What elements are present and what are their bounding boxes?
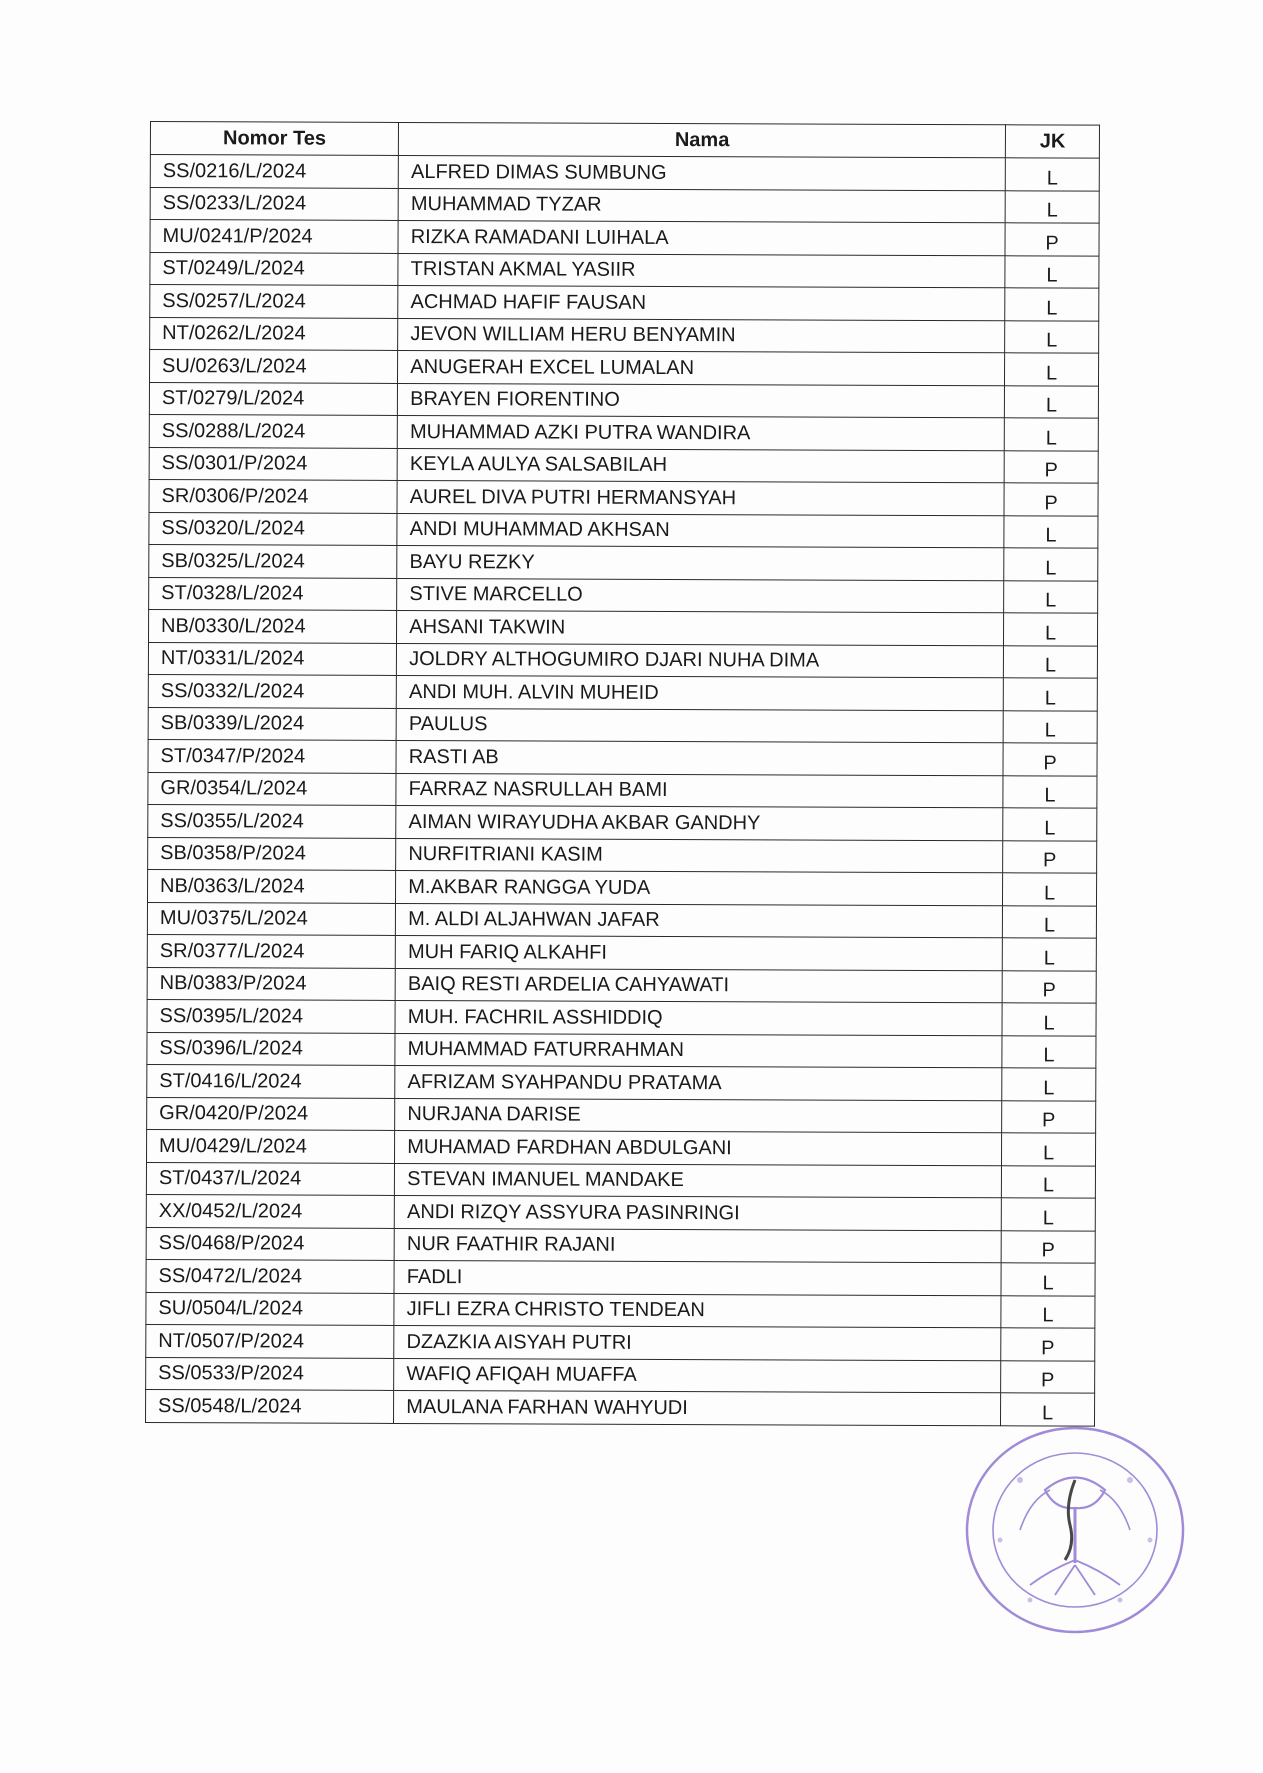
cell-nama: BAIQ RESTI ARDELIA CAHYAWATI bbox=[395, 968, 1002, 1003]
cell-nomor-tes: MU/0241/P/2024 bbox=[150, 220, 398, 253]
header-nama: Nama bbox=[399, 122, 1006, 157]
cell-nomor-tes: SS/0288/L/2024 bbox=[149, 414, 397, 447]
cell-jk: L bbox=[1001, 1263, 1095, 1296]
cell-jk: L bbox=[1003, 678, 1097, 711]
table-row bbox=[149, 350, 1098, 386]
cell-jk: L bbox=[1002, 1133, 1096, 1166]
header-nomor-tes: Nomor Tes bbox=[150, 122, 398, 156]
table-row bbox=[150, 252, 1099, 288]
table-row bbox=[146, 1259, 1095, 1295]
cell-nama: JOLDRY ALTHOGUMIRO DJARI NUHA DIMA bbox=[397, 643, 1004, 678]
table-row bbox=[148, 804, 1097, 840]
cell-nomor-tes: SU/0263/L/2024 bbox=[149, 350, 397, 383]
cell-nama: AIMAN WIRAYUDHA AKBAR GANDHY bbox=[396, 805, 1003, 840]
cell-nama: WAFIQ AFIQAH MUAFFA bbox=[394, 1358, 1001, 1393]
table-row bbox=[148, 869, 1097, 905]
cell-nama: ACHMAD HAFIF FAUSAN bbox=[398, 285, 1005, 320]
cell-nomor-tes: SS/0233/L/2024 bbox=[150, 187, 398, 220]
cell-jk: P bbox=[1001, 1360, 1095, 1393]
table-row bbox=[147, 1097, 1096, 1133]
cell-jk: P bbox=[1003, 743, 1097, 776]
cell-nomor-tes: SS/0320/L/2024 bbox=[149, 512, 397, 545]
cell-nama: M. ALDI ALJAHWAN JAFAR bbox=[396, 903, 1003, 938]
table-body bbox=[146, 155, 1100, 1426]
cell-nama: AHSANI TAKWIN bbox=[397, 610, 1004, 645]
table-row bbox=[147, 1129, 1096, 1165]
cell-nomor-tes: SS/0472/L/2024 bbox=[146, 1259, 394, 1292]
cell-nama: NURJANA DARISE bbox=[395, 1098, 1002, 1133]
header-jk: JK bbox=[1006, 125, 1100, 158]
table-row bbox=[146, 1162, 1095, 1198]
table-row bbox=[148, 609, 1097, 645]
cell-jk: L bbox=[1002, 938, 1096, 971]
cell-jk: L bbox=[1004, 418, 1098, 451]
table-row bbox=[146, 1194, 1095, 1230]
cell-jk: L bbox=[1003, 873, 1097, 906]
table-row bbox=[149, 577, 1098, 613]
cell-nomor-tes: SS/0216/L/2024 bbox=[150, 155, 398, 188]
cell-jk: L bbox=[1003, 808, 1097, 841]
table-row bbox=[146, 1292, 1095, 1328]
cell-jk: L bbox=[1005, 255, 1099, 288]
cell-nama: BAYU REZKY bbox=[397, 545, 1004, 580]
table-row bbox=[150, 220, 1099, 256]
table-row bbox=[146, 1357, 1095, 1393]
cell-nomor-tes: SR/0306/P/2024 bbox=[149, 479, 397, 512]
cell-jk: L bbox=[1005, 190, 1099, 223]
table-row bbox=[149, 544, 1098, 580]
cell-jk: P bbox=[1004, 450, 1098, 483]
cell-nama: ANUGERAH EXCEL LUMALAN bbox=[398, 350, 1005, 385]
cell-jk: L bbox=[1003, 775, 1097, 808]
cell-nama: MUHAMMAD AZKI PUTRA WANDIRA bbox=[397, 415, 1004, 450]
cell-nama: ALFRED DIMAS SUMBUNG bbox=[398, 155, 1005, 190]
table-row bbox=[149, 382, 1098, 418]
table-row bbox=[150, 285, 1099, 321]
cell-nama: DZAZKIA AISYAH PUTRI bbox=[394, 1325, 1001, 1360]
cell-nomor-tes: ST/0347/P/2024 bbox=[148, 739, 396, 772]
table-row bbox=[147, 934, 1096, 970]
cell-jk: L bbox=[1001, 1295, 1095, 1328]
cell-nama: MUHAMMAD TYZAR bbox=[398, 188, 1005, 223]
table-row bbox=[150, 187, 1099, 223]
cell-nama: ANDI MUHAMMAD AKHSAN bbox=[397, 513, 1004, 548]
cell-jk: L bbox=[1002, 1165, 1096, 1198]
cell-nama: RIZKA RAMADANI LUIHALA bbox=[398, 220, 1005, 255]
cell-jk: L bbox=[1004, 613, 1098, 646]
table-row bbox=[146, 1389, 1095, 1425]
cell-nomor-tes: ST/0279/L/2024 bbox=[149, 382, 397, 415]
cell-jk: L bbox=[1005, 320, 1099, 353]
cell-nama: STIVE MARCELLO bbox=[397, 578, 1004, 613]
table-row bbox=[147, 902, 1096, 938]
official-seal-icon bbox=[960, 1420, 1190, 1640]
cell-nomor-tes: SS/0301/P/2024 bbox=[149, 447, 397, 480]
cell-nama: MAULANA FARHAN WAHYUDI bbox=[394, 1390, 1001, 1425]
cell-jk: L bbox=[1003, 710, 1097, 743]
cell-nomor-tes: SU/0504/L/2024 bbox=[146, 1292, 394, 1325]
cell-jk: L bbox=[1004, 645, 1098, 678]
cell-jk: P bbox=[1002, 1100, 1096, 1133]
cell-jk: L bbox=[1005, 158, 1099, 191]
table-row bbox=[148, 642, 1097, 678]
cell-nomor-tes: MU/0375/L/2024 bbox=[147, 902, 395, 935]
cell-nomor-tes: GR/0354/L/2024 bbox=[148, 772, 396, 805]
table-row bbox=[149, 414, 1098, 450]
table-row bbox=[146, 1324, 1095, 1360]
cell-jk: L bbox=[1001, 1198, 1095, 1231]
cell-jk: P bbox=[1001, 1328, 1095, 1361]
cell-jk: L bbox=[1001, 1393, 1095, 1426]
cell-nomor-tes: SS/0332/L/2024 bbox=[148, 674, 396, 707]
cell-nomor-tes: ST/0249/L/2024 bbox=[150, 252, 398, 285]
cell-nama: NURFITRIANI KASIM bbox=[396, 838, 1003, 873]
cell-jk: L bbox=[1004, 580, 1098, 613]
cell-nama: MUH. FACHRIL ASSHIDDIQ bbox=[395, 1000, 1002, 1035]
cell-nomor-tes: SS/0396/L/2024 bbox=[147, 1032, 395, 1065]
cell-nomor-tes: NT/0331/L/2024 bbox=[148, 642, 396, 675]
cell-nomor-tes: SB/0358/P/2024 bbox=[148, 837, 396, 870]
cell-nomor-tes: ST/0328/L/2024 bbox=[149, 577, 397, 610]
table-row bbox=[150, 155, 1099, 191]
cell-jk: P bbox=[1005, 223, 1099, 256]
cell-nomor-tes: MU/0429/L/2024 bbox=[147, 1129, 395, 1162]
cell-nama: JIFLI EZRA CHRISTO TENDEAN bbox=[394, 1293, 1001, 1328]
cell-nama: M.AKBAR RANGGA YUDA bbox=[396, 870, 1003, 905]
cell-nama: NUR FAATHIR RAJANI bbox=[394, 1228, 1001, 1263]
cell-jk: P bbox=[1001, 1230, 1095, 1263]
cell-jk: L bbox=[1005, 288, 1099, 321]
cell-nama: BRAYEN FIORENTINO bbox=[398, 383, 1005, 418]
cell-nama: STEVAN IMANUEL MANDAKE bbox=[395, 1163, 1002, 1198]
cell-nama: FARRAZ NASRULLAH BAMI bbox=[396, 773, 1003, 808]
cell-jk: L bbox=[1002, 1035, 1096, 1068]
cell-nomor-tes: NB/0363/L/2024 bbox=[148, 869, 396, 902]
table-row bbox=[148, 674, 1097, 710]
cell-nomor-tes: NB/0330/L/2024 bbox=[148, 609, 396, 642]
cell-nama: MUH FARIQ ALKAHFI bbox=[395, 935, 1002, 970]
cell-nomor-tes: ST/0437/L/2024 bbox=[146, 1162, 394, 1195]
cell-jk: L bbox=[1002, 1003, 1096, 1036]
cell-nomor-tes: NT/0262/L/2024 bbox=[150, 317, 398, 350]
cell-nama: AFRIZAM SYAHPANDU PRATAMA bbox=[395, 1065, 1002, 1100]
table-row bbox=[149, 447, 1098, 483]
table-row bbox=[148, 707, 1097, 743]
cell-jk: L bbox=[1003, 905, 1097, 938]
table-row bbox=[148, 772, 1097, 808]
cell-nomor-tes: ST/0416/L/2024 bbox=[147, 1064, 395, 1097]
cell-nomor-tes: SB/0325/L/2024 bbox=[149, 544, 397, 577]
cell-nama: ANDI RIZQY ASSYURA PASINRINGI bbox=[394, 1195, 1001, 1230]
cell-nama: ANDI MUH. ALVIN MUHEID bbox=[396, 675, 1003, 710]
cell-nama: PAULUS bbox=[396, 708, 1003, 743]
cell-nama: KEYLA AULYA SALSABILAH bbox=[397, 448, 1004, 483]
table-header-row bbox=[150, 122, 1099, 159]
cell-nama: TRISTAN AKMAL YASIIR bbox=[398, 253, 1005, 288]
cell-nomor-tes: SS/0257/L/2024 bbox=[150, 285, 398, 318]
table-row bbox=[146, 1227, 1095, 1263]
cell-nomor-tes: SS/0355/L/2024 bbox=[148, 804, 396, 837]
cell-nama: MUHAMMAD FATURRAHMAN bbox=[395, 1033, 1002, 1068]
table-row bbox=[147, 1032, 1096, 1068]
cell-jk: L bbox=[1004, 515, 1098, 548]
cell-nomor-tes: NB/0383/P/2024 bbox=[147, 967, 395, 1000]
table-row bbox=[147, 967, 1096, 1003]
table-row bbox=[150, 317, 1099, 353]
cell-nama: FADLI bbox=[394, 1260, 1001, 1295]
table-row bbox=[148, 739, 1097, 775]
cell-jk: P bbox=[1002, 970, 1096, 1003]
cell-nama: JEVON WILLIAM HERU BENYAMIN bbox=[398, 318, 1005, 353]
table-row bbox=[147, 999, 1096, 1035]
cell-jk: P bbox=[1004, 483, 1098, 516]
cell-jk: L bbox=[1005, 385, 1099, 418]
cell-nomor-tes: SR/0377/L/2024 bbox=[147, 934, 395, 967]
cell-nomor-tes: SB/0339/L/2024 bbox=[148, 707, 396, 740]
cell-nomor-tes: GR/0420/P/2024 bbox=[147, 1097, 395, 1130]
cell-nomor-tes: SS/0548/L/2024 bbox=[146, 1389, 394, 1422]
cell-nomor-tes: SS/0395/L/2024 bbox=[147, 999, 395, 1032]
cell-nama: MUHAMAD FARDHAN ABDULGANI bbox=[395, 1130, 1002, 1165]
table-row bbox=[147, 1064, 1096, 1100]
cell-jk: L bbox=[1002, 1068, 1096, 1101]
table-row bbox=[148, 837, 1097, 873]
table-row bbox=[149, 479, 1098, 515]
cell-jk: L bbox=[1005, 353, 1099, 386]
cell-jk: P bbox=[1003, 840, 1097, 873]
cell-nama: RASTI AB bbox=[396, 740, 1003, 775]
table-row bbox=[149, 512, 1098, 548]
participant-table bbox=[145, 121, 1100, 1426]
cell-nomor-tes: SS/0468/P/2024 bbox=[146, 1227, 394, 1260]
cell-nomor-tes: XX/0452/L/2024 bbox=[146, 1194, 394, 1227]
cell-jk: L bbox=[1004, 548, 1098, 581]
cell-nomor-tes: SS/0533/P/2024 bbox=[146, 1357, 394, 1390]
cell-nomor-tes: NT/0507/P/2024 bbox=[146, 1324, 394, 1357]
cell-nama: AUREL DIVA PUTRI HERMANSYAH bbox=[397, 480, 1004, 515]
